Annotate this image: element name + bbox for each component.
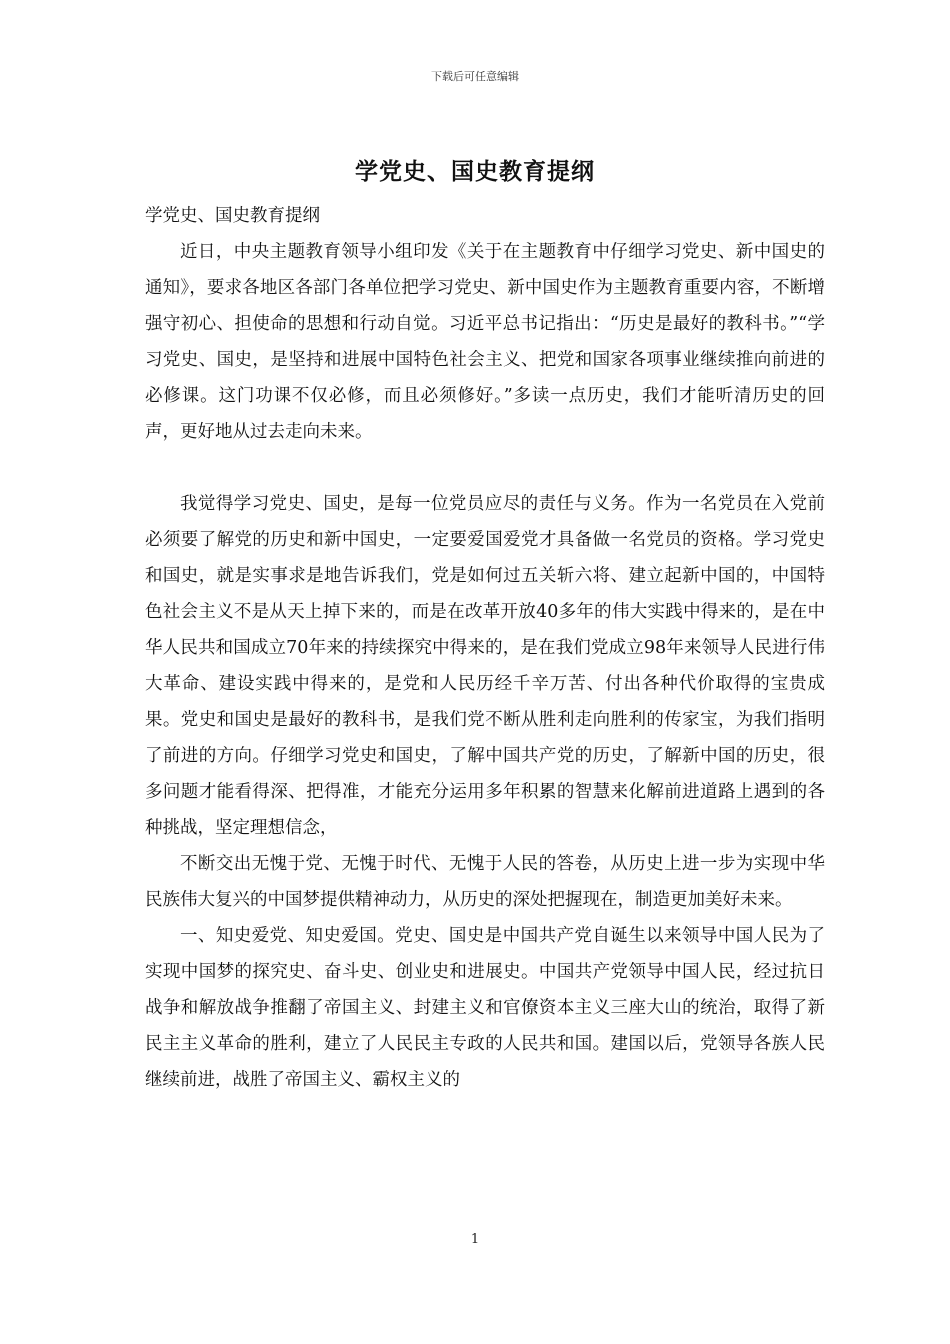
document-title: 学党史、国史教育提纲 (355, 159, 595, 185)
paragraph-spacer (145, 450, 825, 486)
document-subtitle: 学党史、国史教育提纲 (145, 206, 320, 226)
paragraph-2: 我觉得学习党史、国史，是每一位党员应尽的责任与义务。作为一名党员在入党前必须要了解党的历史和新中国史，一定要爱国爱党才具备做一名党员的资格。学习党史和国史，就是实事求是地告诉我们，党是如何过五关斩六将、建立起新中国的，中国特色社会主义不是从天上掉下来的，而是在改革开放40多年的伟大实践中得来的，是在中华人民共和国成立70年来的持续探究中得来的，是在我们党成立98年来领导人民进行伟大革命、建设实践中得来的，是党和人民历经千辛万苦、付出各种代价取得的宝贵成果。党史和国史是最好的教科书，是我们党不断从胜利走向胜利的传家宝，为我们指明了前进的方向。仔细学习党史和国史，了解中国共产党的历史，了解新中国的历史，很多问题才能看得深、把得准，才能充分运用多年积累的智慧来化解前进道路上遇到的各种挑战，坚定理想信念， (145, 494, 825, 838)
page-number: 1 (470, 1232, 480, 1247)
paragraph-1: 近日，中央主题教育领导小组印发《关于在主题教育中仔细学习党史、新中国史的通知》，要求各地区各部门各单位把学习党史、新中国史作为主题教育重要内容，不断增强守初心、担使命的思想和行动自觉。习近平总书记指出：“历史是最好的教科书。”“学习党史、国史，是坚持和进展中国特色社会主义、把党和国家各项事业继续推向前进的必修课。这门功课不仅必修，而且必须修好。”多读一点历史，我们才能听清历史的回声，更好地从过去走向未来。 (145, 242, 825, 442)
header-note: 下载后可任意编辑 (431, 70, 519, 83)
paragraph-4: 一、知史爱党、知史爱国。党史、国史是中国共产党自诞生以来领导中国人民为了实现中国梦的探究史、奋斗史、创业史和进展史。中国共产党领导中国人民，经过抗日战争和解放战争推翻了帝国主义、封建主义和官僚资本主义三座大山的统治，取得了新民主主义革命的胜利，建立了人民民主专政的人民共和国。建国以后，党领导各族人民继续前进，战胜了帝国主义、霸权主义的 (145, 926, 825, 1090)
paragraph-3: 不断交出无愧于党、无愧于时代、无愧于人民的答卷，从历史上进一步为实现中华民族伟大复兴的中国梦提供精神动力，从历史的深处把握现在，制造更加美好未来。 (145, 854, 825, 910)
document-body (145, 198, 825, 1098)
